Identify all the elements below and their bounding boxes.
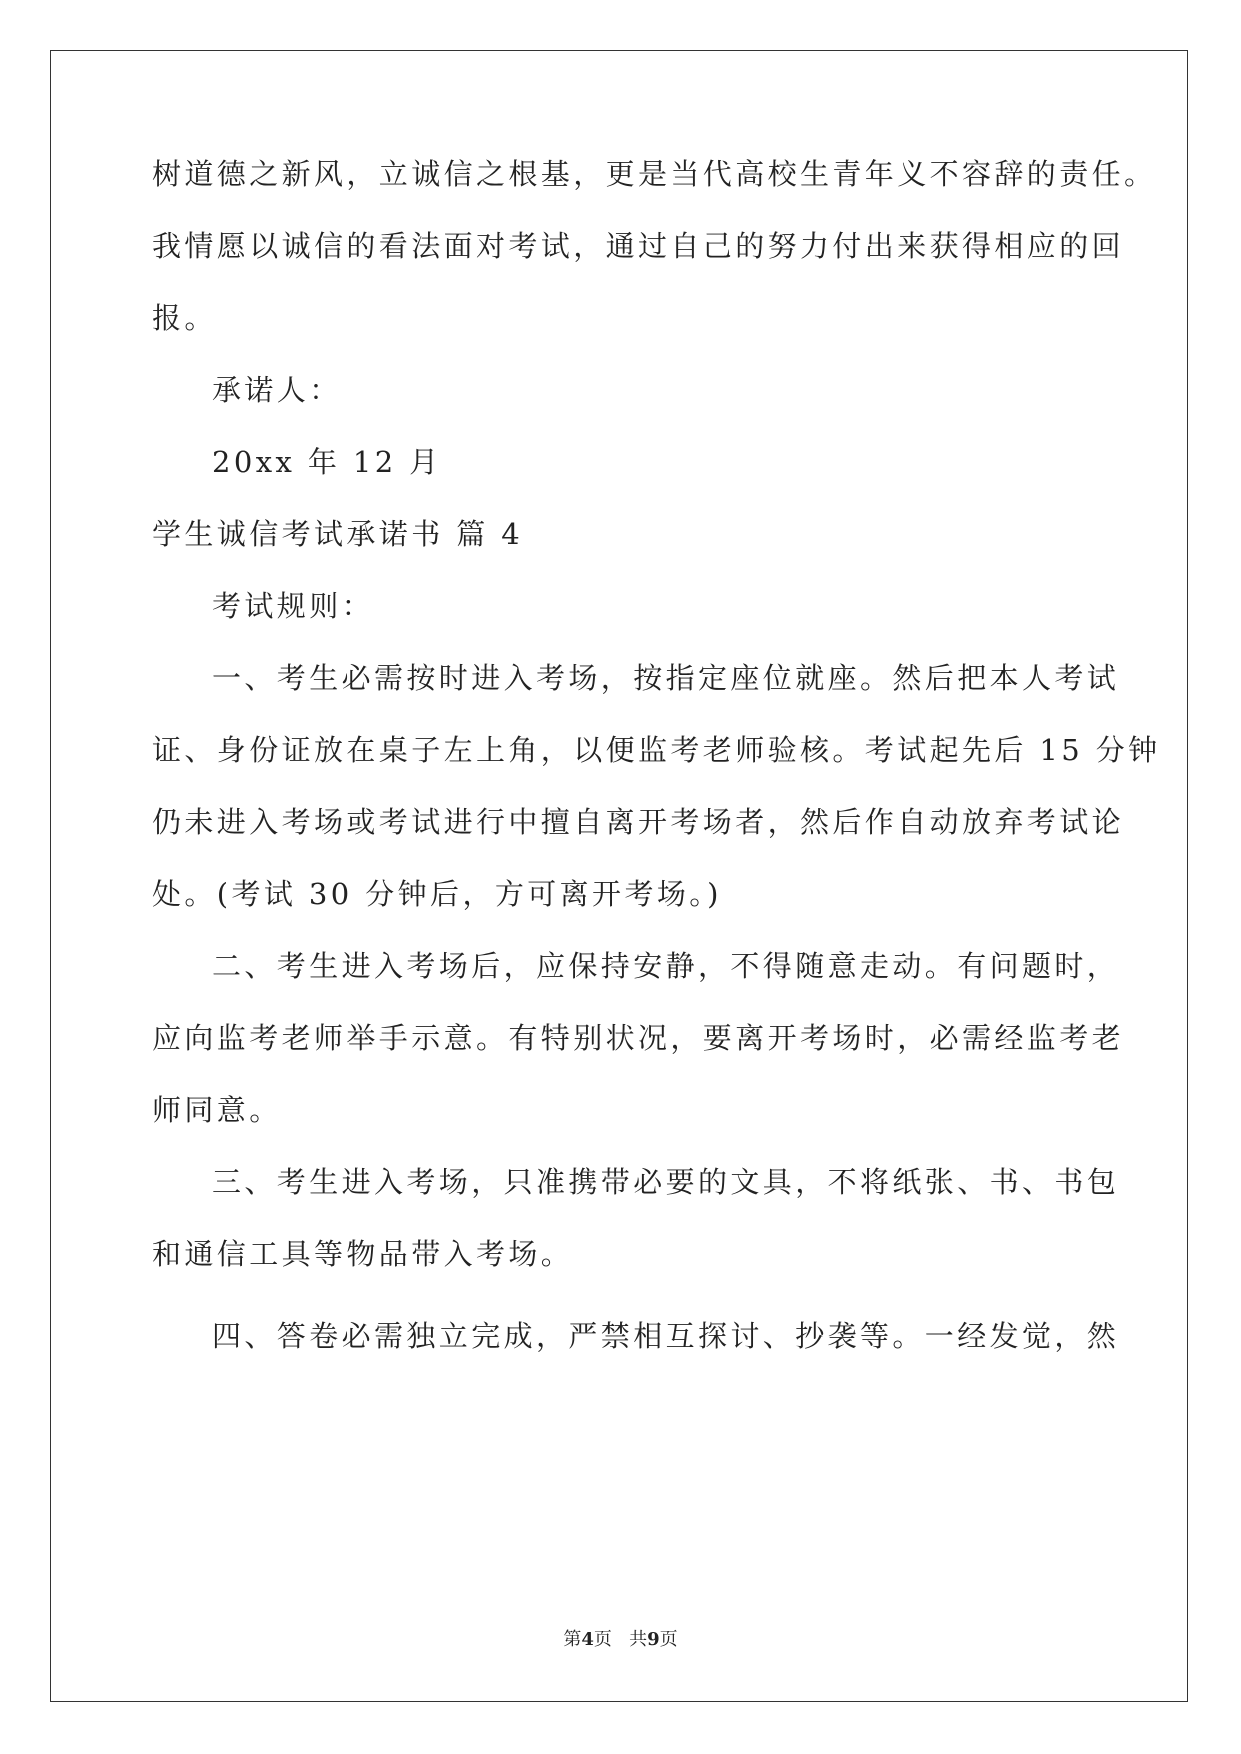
rule-3-line-1: 三、考生进入考场，只准携带必要的文具，不将纸张、书、书包 [212, 1165, 1120, 1199]
section-heading: 学生诚信考试承诺书 篇 4 [152, 517, 524, 551]
rule-3-line-2: 和通信工具等物品带入考场。 [152, 1237, 574, 1271]
rule-1-line-4: 处。(考试 30 分钟后，方可离开考场。) [152, 877, 722, 911]
footer-total-pages: 9 [647, 1629, 660, 1650]
rule-1-line-3: 仍未进入考场或考试进行中擅自离开考场者，然后作自动放弃考试论 [152, 805, 1125, 839]
rule-2-line-2: 应向监考老师举手示意。有特别状况，要离开考场时，必需经监考老 [152, 1021, 1125, 1055]
rule-2-line-3: 师同意。 [152, 1093, 282, 1127]
body-line-2: 我情愿以诚信的看法面对考试，通过自己的努力付出来获得相应的回 [152, 229, 1125, 263]
body-line-3: 报。 [152, 301, 217, 335]
footer-total-prefix: 共 [629, 1629, 648, 1650]
body-line-1: 树道德之新风，立诚信之根基，更是当代高校生青年义不容辞的责任。 [152, 157, 1157, 191]
rules-heading: 考试规则： [212, 589, 375, 623]
rule-1-line-2: 证、身份证放在桌子左上角，以便监考老师验核。考试起先后 15 分钟 [152, 733, 1161, 767]
footer-current-page: 4 [581, 1629, 594, 1650]
rule-4-line-1: 四、答卷必需独立完成，严禁相互探讨、抄袭等。一经发觉，然 [212, 1319, 1120, 1353]
rule-2-line-1: 二、考生进入考场后，应保持安静，不得随意走动。有问题时， [212, 949, 1120, 983]
footer-total-unit: 页 [659, 1629, 678, 1650]
page-footer [0, 1629, 1241, 1651]
date-line: 20xx 年 12 月 [212, 445, 442, 479]
footer-prefix: 第 [563, 1629, 582, 1650]
footer-page-unit: 页 [593, 1629, 612, 1650]
signatory-label: 承诺人： [212, 373, 342, 407]
rule-1-line-1: 一、考生必需按时进入考场，按指定座位就座。然后把本人考试 [212, 661, 1120, 695]
